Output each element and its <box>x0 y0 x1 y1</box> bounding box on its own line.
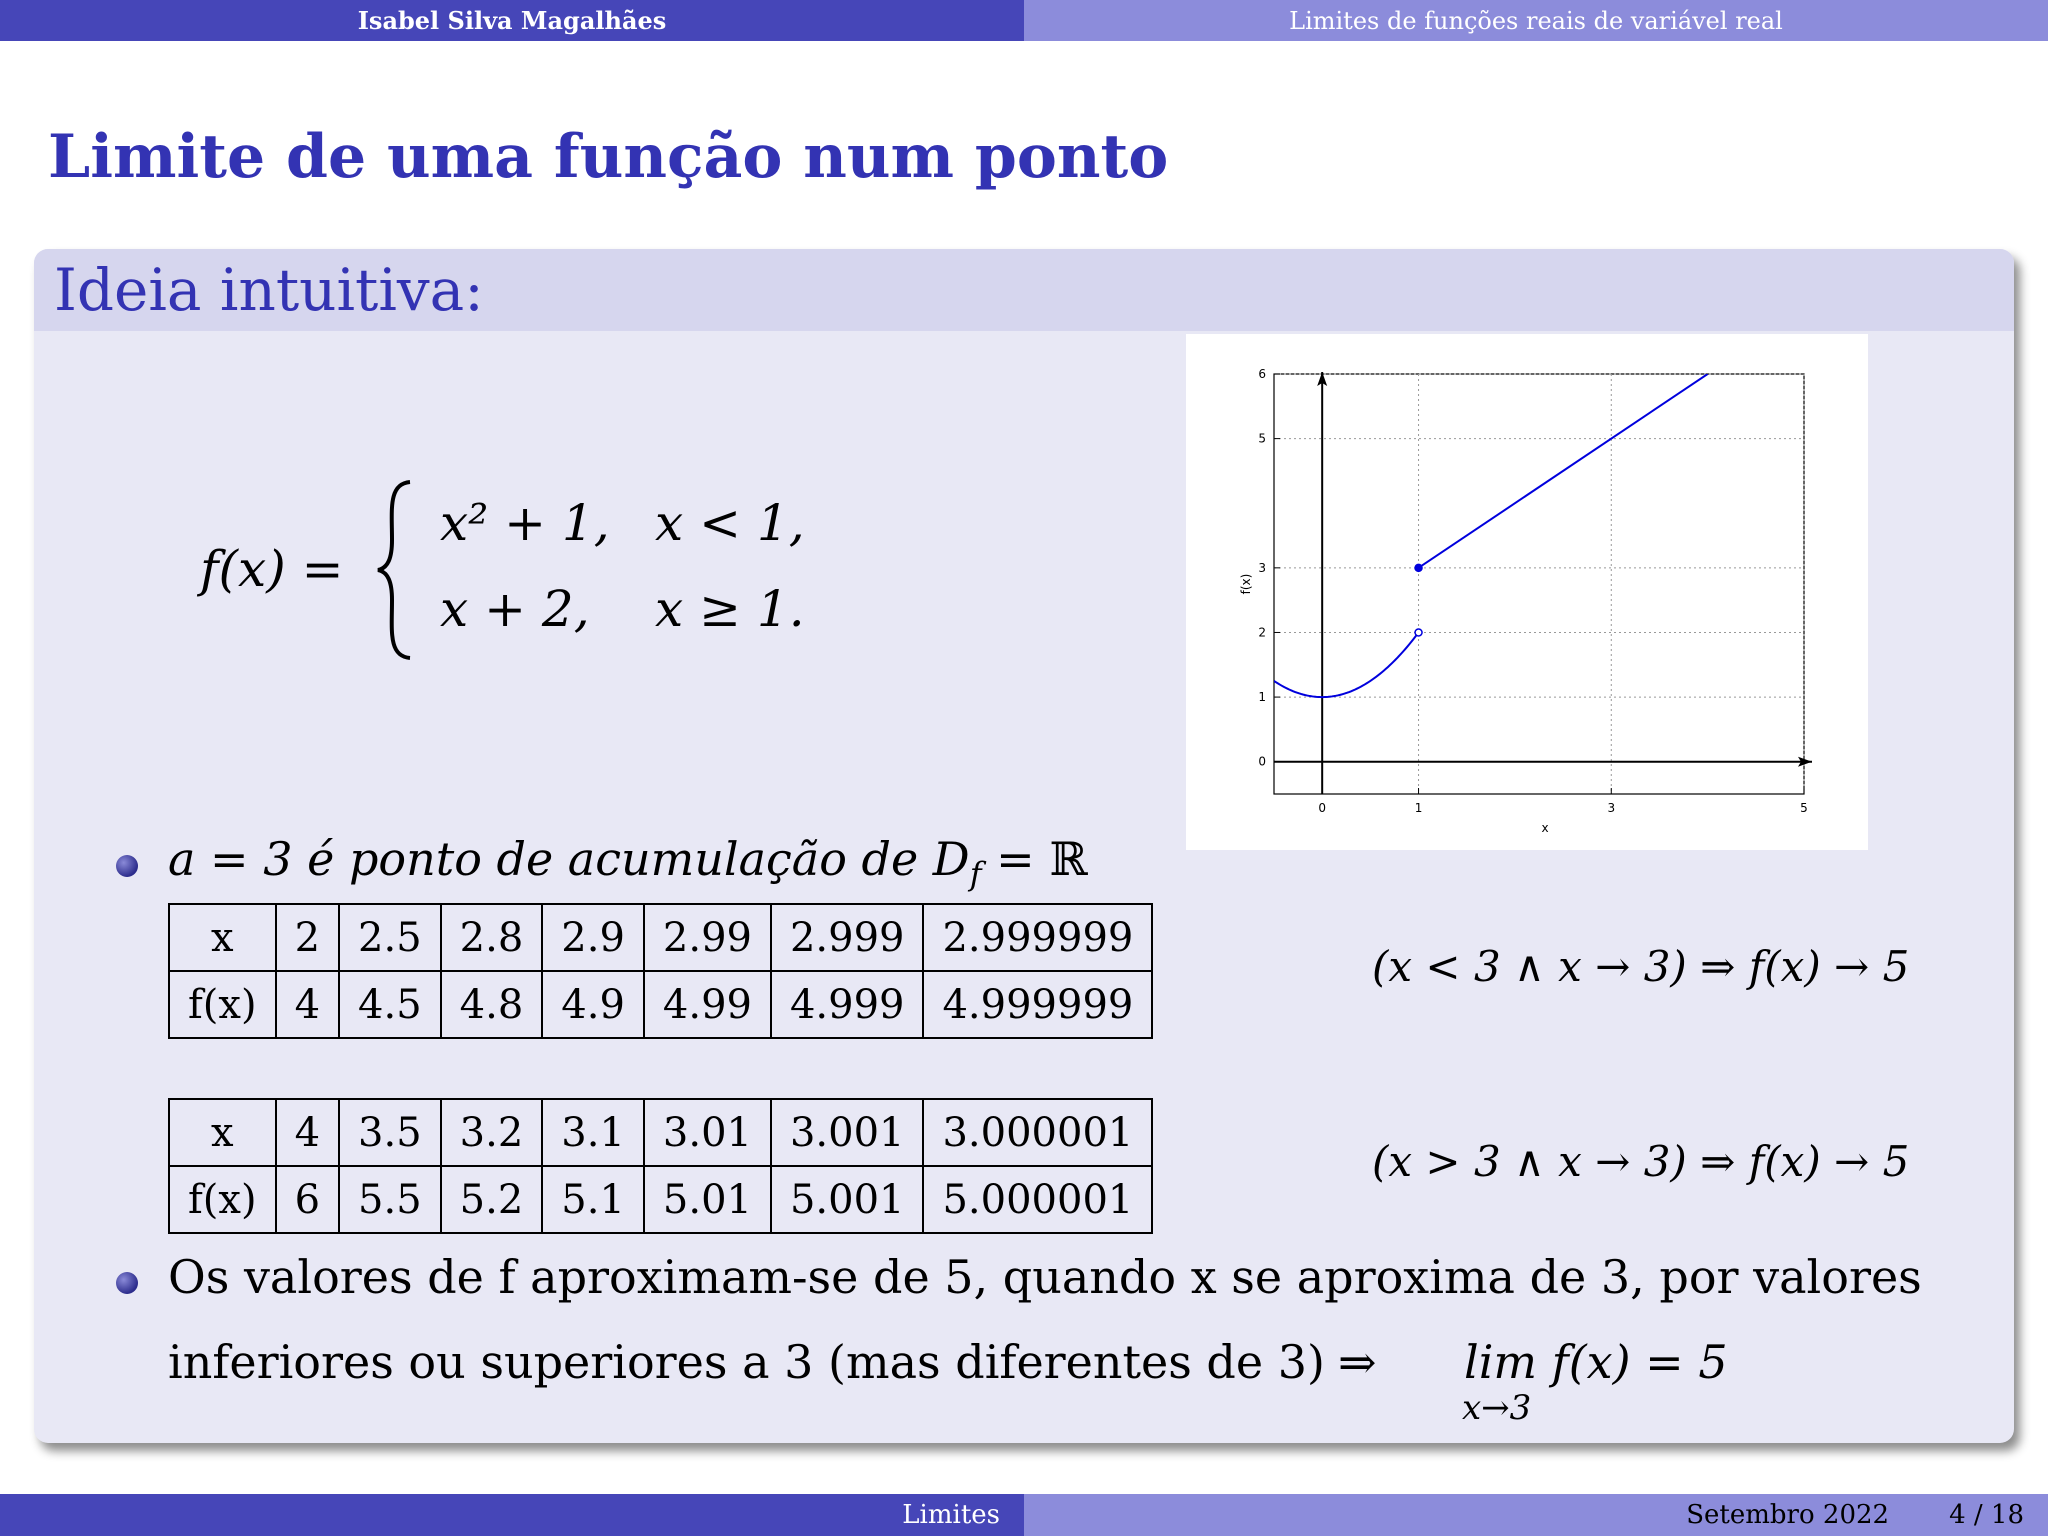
header-bar <box>0 0 2048 41</box>
case1-cond: x < 1, <box>655 494 805 552</box>
table-cell: 5.01 <box>644 1166 771 1233</box>
table-cell: 4.999 <box>771 971 924 1038</box>
bullet1-end: = ℝ <box>981 832 1088 886</box>
table-cell: 4.99 <box>644 971 771 1038</box>
plot-frame <box>1274 374 1804 794</box>
y-tick-label: 1 <box>1258 690 1266 705</box>
y-tick-label: 0 <box>1258 754 1266 769</box>
footer-short-title: Limites <box>0 1494 1024 1536</box>
implies-arrow: ⇒ <box>1338 1335 1377 1389</box>
limit-expression: lim f(x) = 5 <box>1464 1335 1728 1389</box>
function-plot <box>1186 334 1868 850</box>
bullet-dot-1 <box>116 855 138 877</box>
table-cell: x <box>169 904 276 971</box>
x-axis-label: x <box>1541 821 1549 835</box>
implies-left: (x < 3 ∧ x → 3) ⇒ f(x) → 5 <box>1372 942 1910 991</box>
bullet-accumulation <box>168 832 1088 893</box>
header-talk-title: Limites de funções reais de variável real <box>1024 0 2048 41</box>
series-line <box>1419 374 1708 568</box>
table-cell: 5.5 <box>339 1166 441 1233</box>
formula-lhs: f(x) = <box>200 540 344 598</box>
implies-right: (x > 3 ∧ x → 3) ⇒ f(x) → 5 <box>1372 1137 1910 1186</box>
table-row-x <box>169 904 1152 971</box>
table-cell: 2.5 <box>339 904 441 971</box>
bullet1-subscript: f <box>969 855 982 894</box>
table-cell: 3.5 <box>339 1099 441 1166</box>
frame-title: Limite de uma função num ponto <box>48 122 1169 192</box>
table-cell: 2.9 <box>542 904 644 971</box>
table-cell: 4.9 <box>542 971 644 1038</box>
y-axis-label: f(x) <box>1239 573 1253 595</box>
table-cell: 2.999999 <box>923 904 1152 971</box>
footer-bar <box>0 1494 2048 1536</box>
closed-point <box>1415 564 1422 571</box>
table-cell: 5.1 <box>542 1166 644 1233</box>
series-line <box>1274 632 1419 697</box>
table-right-values <box>168 1098 1153 1234</box>
page-number: 4 / 18 <box>1949 1500 2024 1530</box>
table-cell: f(x) <box>169 971 276 1038</box>
table-cell: 2.8 <box>441 904 543 971</box>
x-tick-label: 1 <box>1414 801 1423 815</box>
left-brace <box>376 480 416 660</box>
case2-expr: x + 2, <box>440 580 590 638</box>
open-point <box>1415 629 1422 636</box>
table-cell: 4.5 <box>339 971 441 1038</box>
table-cell: 6 <box>276 1166 339 1233</box>
table-cell: x <box>169 1099 276 1166</box>
table-row-fx <box>169 1166 1152 1233</box>
limit-subscript: x→3 <box>1462 1388 1532 1428</box>
case2-cond: x ≥ 1. <box>655 580 805 638</box>
table-cell: 2.999 <box>771 904 924 971</box>
bullet-dot-2 <box>116 1272 138 1294</box>
bullet1-text: a = 3 é ponto de acumulação de D <box>168 832 970 886</box>
table-cell: 5.001 <box>771 1166 924 1233</box>
case1-expr: x² + 1, <box>440 494 610 552</box>
table-cell: 5.2 <box>441 1166 543 1233</box>
x-tick-label: 0 <box>1318 801 1327 815</box>
table-cell: 2 <box>276 904 339 971</box>
table-row-fx <box>169 971 1152 1038</box>
header-author: Isabel Silva Magalhães <box>0 0 1024 41</box>
table-cell: 4 <box>276 971 339 1038</box>
y-tick-label: 6 <box>1258 367 1266 381</box>
table-left-values <box>168 903 1153 1039</box>
table-row-x <box>169 1099 1152 1166</box>
y-tick-label: 5 <box>1258 431 1266 446</box>
table-cell: 4.8 <box>441 971 543 1038</box>
table-cell: 4 <box>276 1099 339 1166</box>
table-cell: f(x) <box>169 1166 276 1233</box>
table-cell: 4.999999 <box>923 971 1152 1038</box>
table-cell: 3.001 <box>771 1099 924 1166</box>
table-cell: 3.000001 <box>923 1099 1152 1166</box>
bullet-conclusion-line1: Os valores de f aproximam-se de 5, quando x se aproxima de 3, por valores <box>168 1250 1922 1304</box>
footer-date-page <box>1024 1494 2048 1536</box>
y-tick-label: 2 <box>1258 625 1266 640</box>
x-tick-label: 5 <box>1800 801 1808 815</box>
footer-date: Setembro 2022 <box>1686 1500 1890 1530</box>
block-title: Ideia intuitiva: <box>34 249 2014 331</box>
y-tick-label: 3 <box>1258 560 1266 575</box>
table-cell: 5.000001 <box>923 1166 1152 1233</box>
bullet-conclusion-line2: inferiores ou superiores a 3 (mas diferentes de 3) <box>168 1335 1325 1389</box>
table-cell: 3.1 <box>542 1099 644 1166</box>
table-cell: 3.2 <box>441 1099 543 1166</box>
table-cell: 3.01 <box>644 1099 771 1166</box>
table-cell: 2.99 <box>644 904 771 971</box>
x-tick-label: 3 <box>1607 801 1616 815</box>
plot-svg <box>1186 334 1868 850</box>
